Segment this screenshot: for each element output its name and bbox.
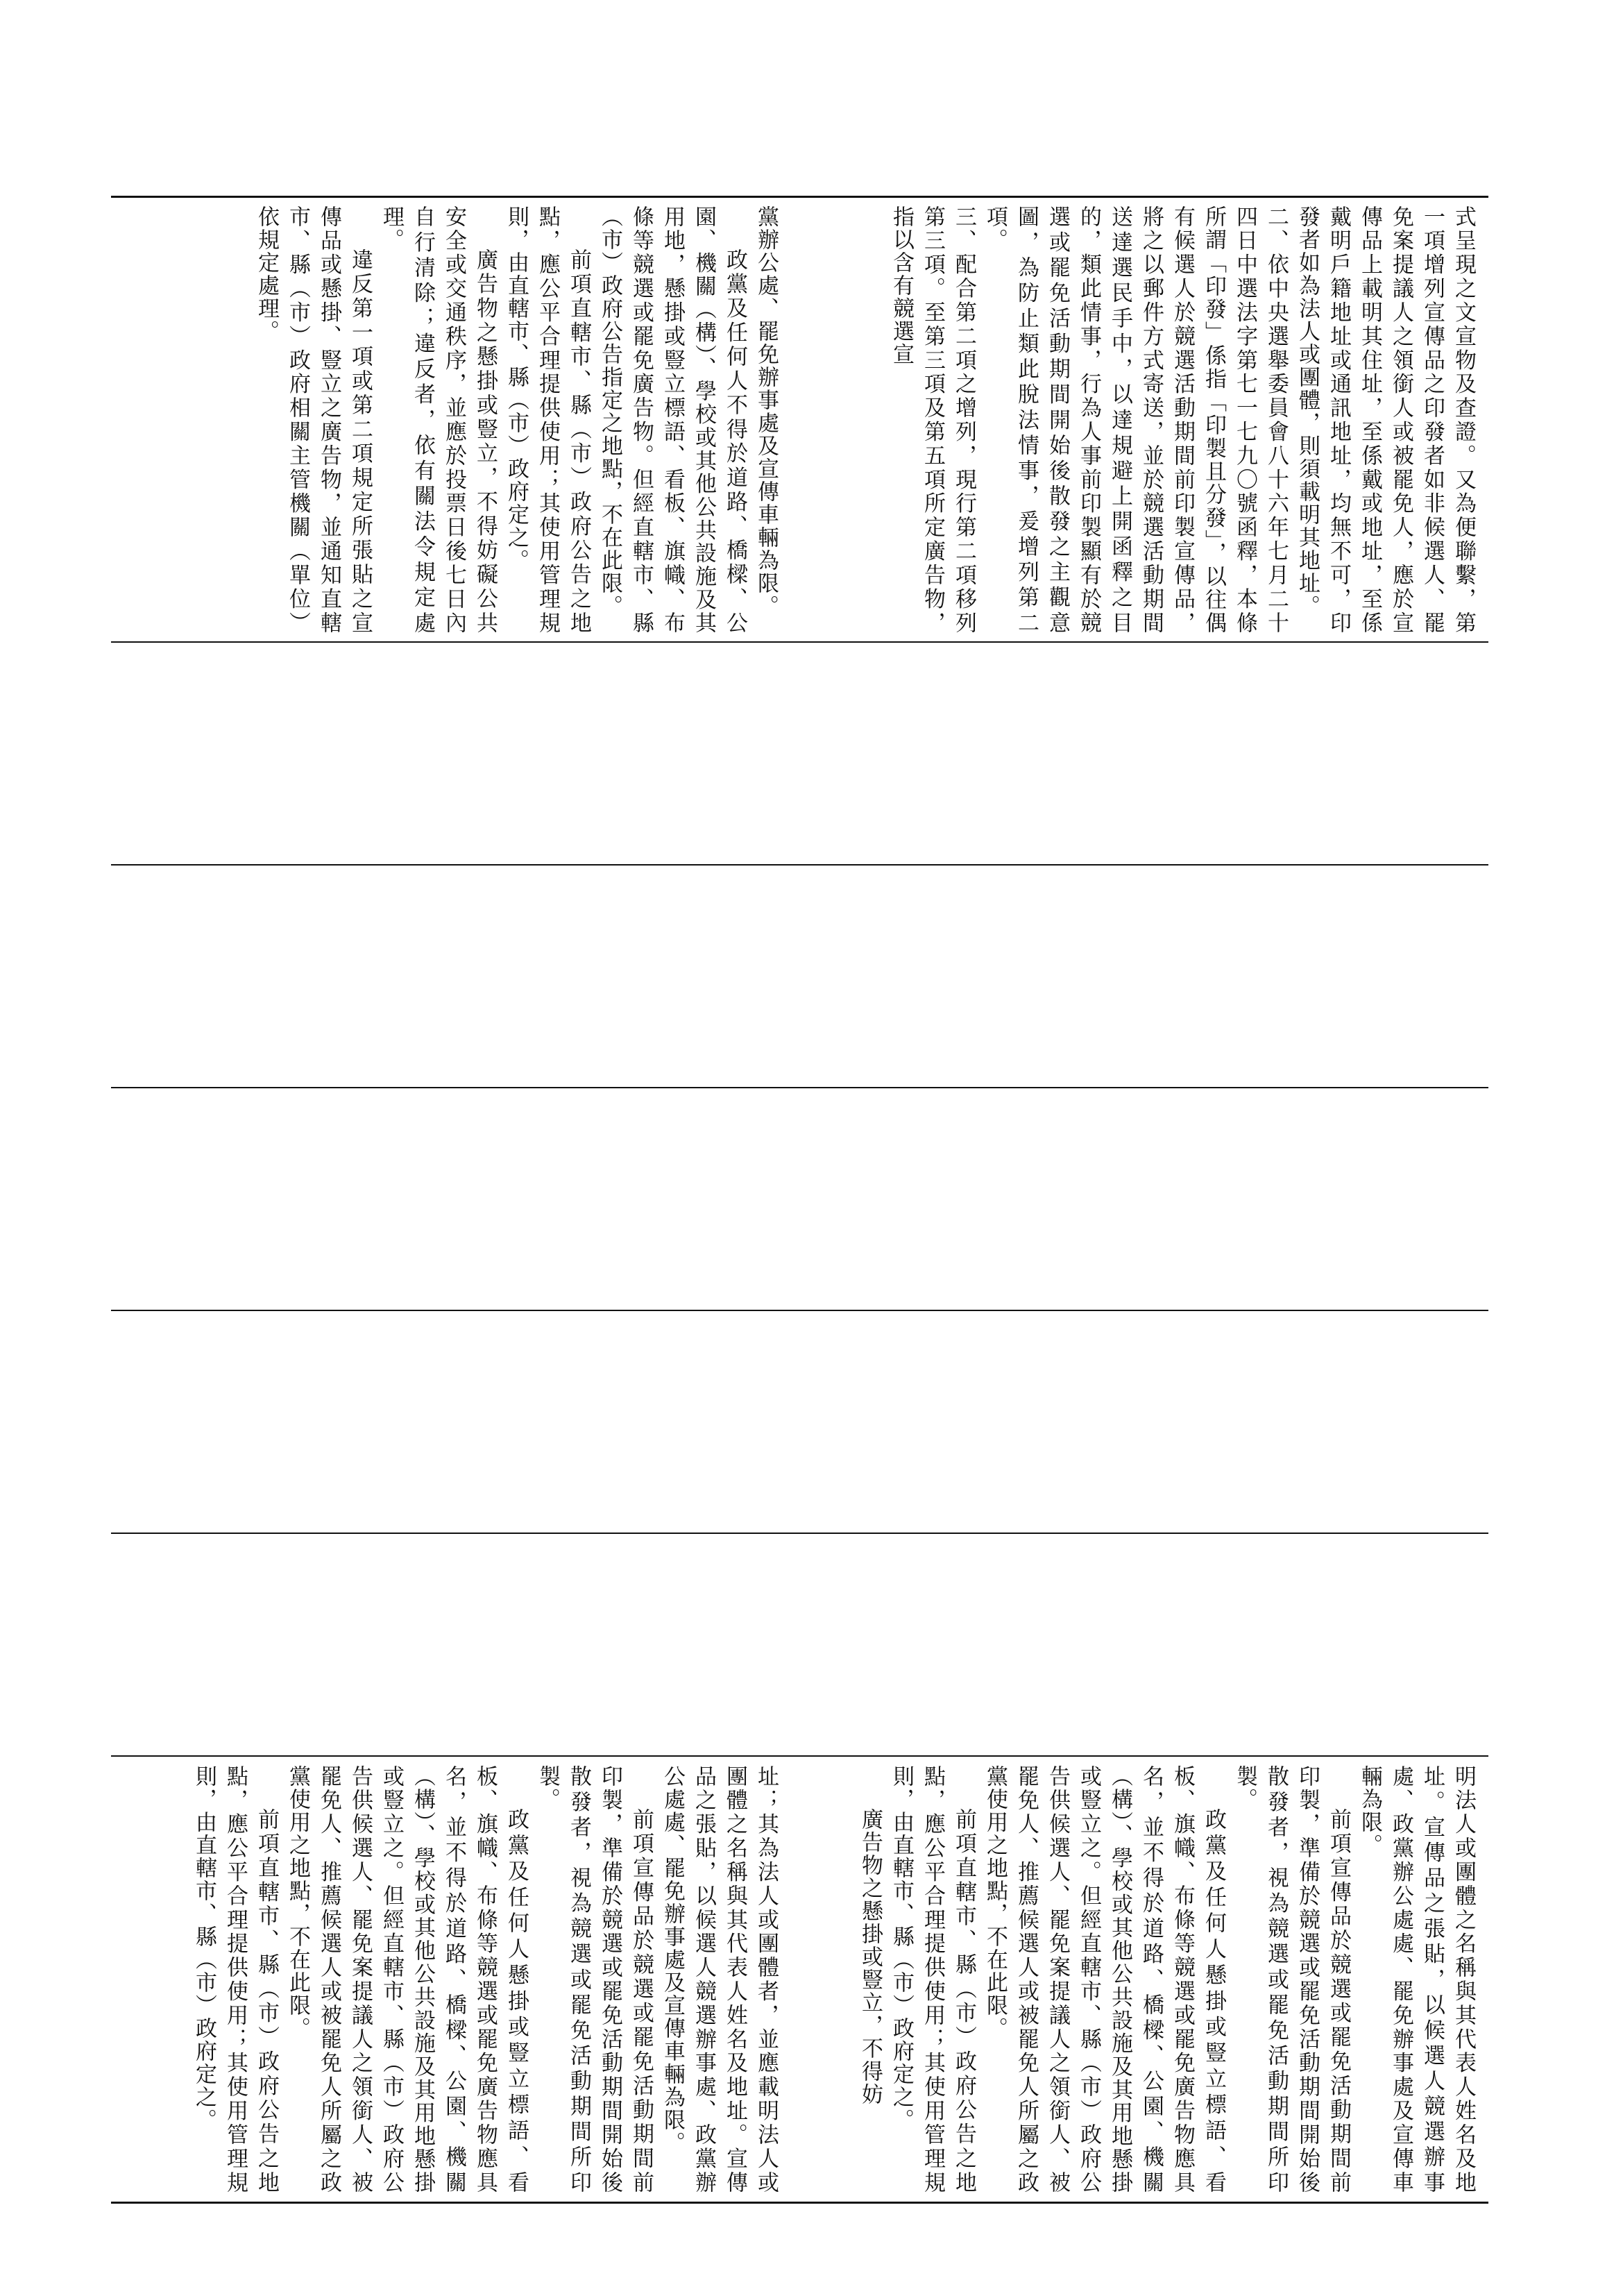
table-rule-row-6	[111, 1755, 1488, 1757]
paragraph: 前項宣傳品於競選或罷免活動期間前印製，準備於競選或罷免活動期間開始後散發者，視為競選或罷免活動期間所印製。	[535, 1765, 654, 2194]
paragraph: 前項直轄市、縣（市）政府公告之地點，應公平合理提供使用；其使用管理規則，由直轄市、縣（市）政府定之。	[504, 205, 591, 634]
paragraph: 式呈現之文宣物及查證。又為便聯繫，第一項增列宣傳品之印發者如非候選人、罷免案提議人之領銜人或被罷免人，應於宣傳品上載明其住址，至係戴或地址，至係戴明戶籍地址或通訊地址，均無不可，印發者如為法人或團體，則須載明其地址。	[1295, 205, 1476, 634]
table-rule-row-2	[111, 864, 1488, 866]
paragraph: 址；其為法人或團體者，並應載明法人或團體之名稱與其代表人姓名及地址。宣傳品之張貼，以候選人競選辦事處、政黨辦公處處、罷免辦事處及宣傳車輛為限。	[660, 1765, 779, 2194]
paragraph: 黨辦公處、罷免辦事處及宣傳車輛為限。	[754, 205, 779, 618]
bottom-row-left-cell	[122, 1765, 781, 2194]
paragraph: 三、配合第二項之增列，現行第二項移列第三項。至第三項及第五項所定廣告物，指以含有競選宣	[889, 205, 976, 634]
paragraph: 廣告物之懸掛或豎立，不得妨礙公共安全或交通秩序，並應於投票日後七日內自行清除；違反者，依有關法令規定處理。	[379, 205, 498, 634]
paragraph: 前項宣傳品於競選或罷免活動期間前印製，準備於競選或罷免活動期間開始後散發者，視為競選或罷免活動期間所印製。	[1232, 1765, 1351, 2194]
table-rule-row-1	[111, 641, 1488, 643]
paragraph: 前項直轄市、縣（市）政府公告之地點，應公平合理提供使用；其使用管理規則，由直轄市、縣（市）政府定之。	[889, 1765, 976, 2194]
bottom-row-right-cell	[795, 1765, 1479, 2194]
paragraph: 前項直轄市、縣（市）政府公告之地點，應公平合理提供使用；其使用管理規則，由直轄市、縣（市）政府定之。	[192, 1765, 279, 2194]
paragraph: 政黨及任何人懸掛或豎立標語、看板、旗幟、布條等競選或罷免廣告物應具名，並不得於道路、橋樑、公園、機關（構）、學校或其他公共設施及其用地懸掛或豎立之。但經直轄市、縣（市）政府公告供候選人、罷免案提議人之領銜人、被罷免人、推薦候選人或被罷免人所屬之政黨使用之地點，不在此限。	[285, 1765, 529, 2194]
top-row-left-text	[122, 205, 781, 634]
bottom-row-left-text	[122, 1765, 781, 2194]
paragraph: 明法人或團體之名稱與其代表人姓名及地址。宣傳品之張貼，以候選人競選辦事處、政黨辦公處處、罷免辦事處及宣傳車輛為限。	[1357, 1765, 1476, 2194]
top-row-left-cell	[122, 205, 781, 634]
paragraph: 二、依中央選舉委員會八十六年七月二十四日中選法字第七一七九〇號函釋，本條所謂「印發」係指「印製且分發」，以往偶有候選人於競選活動期間前印製宣傳品，將之以郵件方式寄送，並於競選活動期間送達選民手中，以達規避上開函釋之目的，類此情事，行為人事前印製顯有於競選或罷免活動期間開始後散發之主觀意圖，為防止類此脫法情事，爰增列第二項。	[983, 205, 1289, 634]
bottom-row-right-text	[795, 1765, 1479, 2194]
paragraph: 違反第一項或第二項規定所張貼之宣傳品或懸掛、豎立之廣告物，並通知直轄市、縣（市）政府相關主管機關（單位）依規定處理。	[254, 205, 373, 634]
top-row-right-text	[795, 205, 1479, 634]
table-rule-top	[111, 196, 1488, 198]
paragraph: 政黨及任何人不得於道路、橋樑、公園、機關（構）、學校或其他公共設施及其用地，懸掛或豎立標語、看板、旗幟、布條等競選或罷免廣告物。但經直轄市、縣（市）政府公告指定之地點，不在此限。	[597, 205, 747, 634]
top-row-right-cell	[795, 205, 1479, 634]
table-rule-row-5	[111, 1533, 1488, 1534]
paragraph: 廣告物之懸掛或豎立，不得妨	[858, 1808, 883, 2106]
table-rule-bottom	[111, 2202, 1488, 2204]
paragraph: 政黨及任何人懸掛或豎立標語、看板、旗幟、布條等競選或罷免廣告物應具名，並不得於道路、橋樑、公園、機關（構）、學校或其他公共設施及其用地懸掛或豎立之。但經直轄市、縣（市）政府公告供候選人、罷免案提議人之領銜人、被罷免人、推薦候選人或被罷免人所屬之政黨使用之地點，不在此限。	[983, 1765, 1226, 2194]
table-rule-row-3	[111, 1087, 1488, 1088]
table-rule-row-4	[111, 1310, 1488, 1311]
